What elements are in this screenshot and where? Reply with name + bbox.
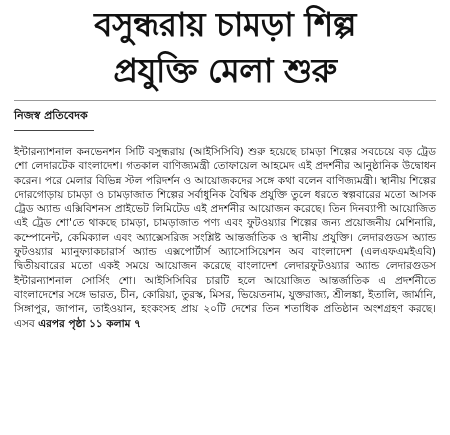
byline-underline	[14, 130, 94, 131]
headline-line-1: বসুন্ধরায় চামড়া শিল্প	[94, 5, 356, 44]
headline-line-2: প্রযুক্তি মেলা শুরু	[113, 51, 337, 90]
byline: নিজস্ব প্রতিবেদক	[14, 109, 88, 122]
article-text: ইন্টারন্যাশনাল কনভেনশন সিটি বসুন্ধরায় (আইসিসিবি) শুরু হয়েছে চামড়া শিল্পের সবচেয়ে বড় ট্রেড শো লেদারটেক বাংলাদেশ। গতকাল বাণিজ্যমন্ত্রী তোফায়েল আহমেদ এই প্রদর্শনীর আনুষ্ঠানিক উদ্বোধন করেন। পরে মেলার বিভিন্ন স্টল পরিদর্শন ও আয়োজকদের সঙ্গে কথা বলেন বাণিজ্যমন্ত্রী। স্থানীয় শিল্পের দোরগোড়ায় চামড়া ও চামড়াজাত শিল্পের সর্বাধুনিক বৈশ্বিক প্রযুক্তি তুলে ধরতে স্বল্পবারের মতো আসক ট্রেড অ্যান্ড এক্সিবিশনস প্রাইভেট লিমিটেড এই প্রদর্শনীর আয়োজন করেছে। তিন দিনব্যাপী আয়োজিত এই ট্রেড শো'তে থাকছে চামড়া, চামড়াজাত পণ্য এবং ফুটওয়্যার শিল্পের জন্য প্রয়োজনীয় মেশিনারি, কম্পোনেন্ট, কেমিক্যাল এবং অ্যাক্সেসরিজ সংশ্লিষ্ট আন্তর্জাতিক ও স্থানীয় প্রযুক্তি। লেদারগুডস অ্যান্ড ফুটওয়্যার ম্যানুফ্যাকচারার্স অ্যান্ড এক্সপোর্টার্স অ্যাসোসিয়েশন অব বাংলাদেশ (এলএফএমইএবি) দ্বিতীয়বারের মতো একই সময়ে আয়োজন করেছে বাংলাদেশ লেদারফুটওয়্যার অ্যান্ড লেদারগুডস ইন্টারন্যাশনাল সোর্সিং শো। আইসিসিবির চারটি হলে আয়োজিত আন্তর্জাতিক এ প্রদর্শনীতে বাংলাদেশের সঙ্গে ভারত, চীন, কোরিয়া, তুরস্ক, মিসর, ভিয়েতনাম, যুক্তরাজ্য, শ্রীলঙ্কা, ইতালি, জার্মানি, সিঙ্গাপুর, জাপান, তাইওয়ান, হংকংসহ প্রায় ২০টি দেশের তিন শতাধিক প্রতিষ্ঠান অংশগ্রহণ করছে। এসব	[14, 146, 436, 330]
article-paragraph	[14, 145, 436, 331]
article-body	[14, 145, 436, 331]
headline	[14, 0, 436, 94]
continuation-note: এরপর পৃষ্ঠা ১১ কলাম ৭	[38, 317, 141, 330]
